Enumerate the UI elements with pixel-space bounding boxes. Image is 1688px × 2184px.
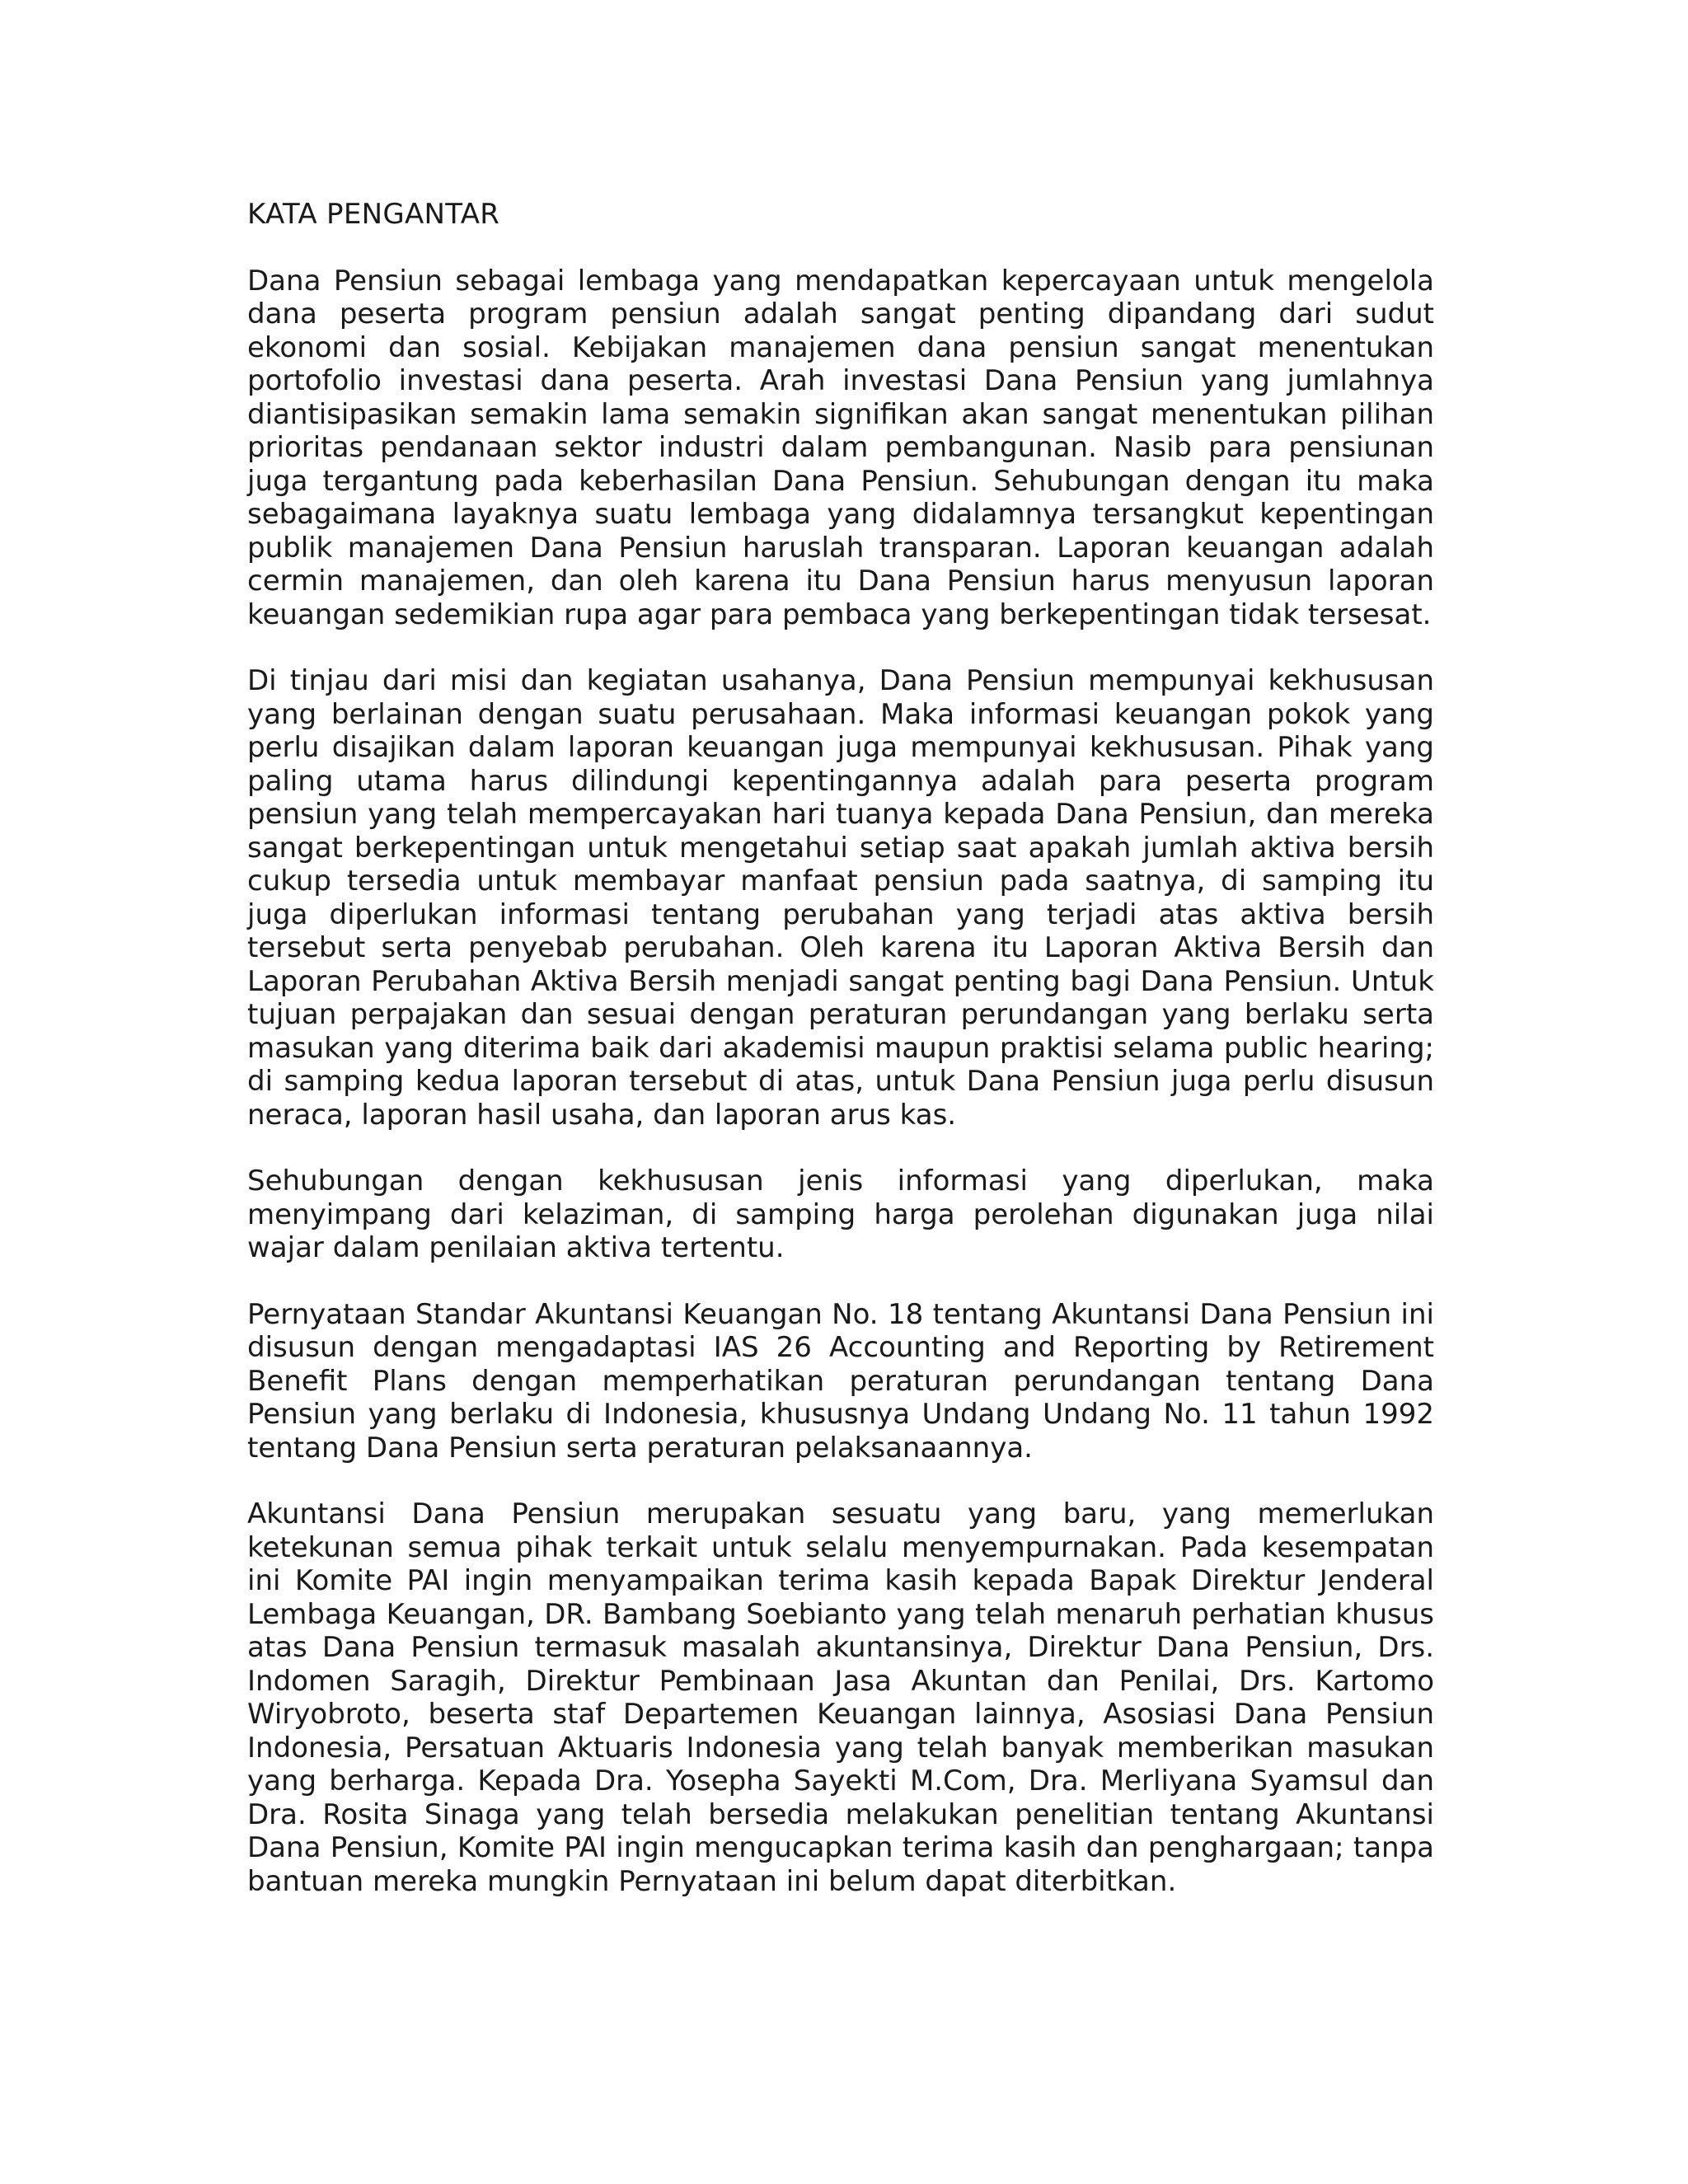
paragraph-1: Dana Pensiun sebagai lembaga yang mendapatkan kepercayaan untuk mengelola dana peserta program pensiun adalah sangat penting dipandang dari sudut ekonomi dan sosial. Kebijakan manajemen dana pensiun sangat menentukan portofolio investasi dana peserta. Arah investasi Dana Pensiun yang jumlahnya diantisipasikan semakin lama semakin signifikan akan sangat menentukan pilihan prioritas pendanaan sektor industri dalam pembangunan. Nasib para pensiunan juga tergantung pada keberhasilan Dana Pensiun. Sehubungan dengan itu maka sebagaimana layaknya suatu lembaga yang didalamnya tersangkut kepentingan publik manajemen Dana Pensiun haruslah transparan. Laporan keuangan adalah cermin manajemen, dan oleh karena itu Dana Pensiun harus menyusun laporan keuangan sedemikian rupa agar para pembaca yang berkepentingan tidak tersesat. [247, 264, 1434, 631]
document-body [247, 198, 1434, 1931]
paragraph-2: Di tinjau dari misi dan kegiatan usahanya, Dana Pensiun mempunyai kekhususan yang berlainan dengan suatu perusahaan. Maka informasi keuangan pokok yang perlu disajikan dalam laporan keuangan juga mempunyai kekhususan. Pihak yang paling utama harus dilindungi kepentingannya adalah para peserta program pensiun yang telah mempercayakan hari tuanya kepada Dana Pensiun, dan mereka sangat berkepentingan untuk mengetahui setiap saat apakah jumlah aktiva bersih cukup tersedia untuk membayar manfaat pensiun pada saatnya, di samping itu juga diperlukan informasi tentang perubahan yang terjadi atas aktiva bersih tersebut serta penyebab perubahan. Oleh karena itu Laporan Aktiva Bersih dan Laporan Perubahan Aktiva Bersih menjadi sangat penting bagi Dana Pensiun. Untuk tujuan perpajakan dan sesuai dengan peraturan perundangan yang berlaku serta masukan yang diterima baik dari akademisi maupun praktisi selama public hearing; di samping kedua laporan tersebut di atas, untuk Dana Pensiun juga perlu disusun neraca, laporan hasil usaha, dan laporan arus kas. [247, 664, 1434, 1132]
paragraph-5: Akuntansi Dana Pensiun merupakan sesuatu yang baru, yang memerlukan ketekunan semua pihak terkait untuk selalu menyempurnakan. Pada kesempatan ini Komite PAI ingin menyampaikan terima kasih kepada Bapak Direktur Jenderal Lembaga Keuangan, DR. Bambang Soebianto yang telah menaruh perhatian khusus atas Dana Pensiun termasuk masalah akuntansinya, Direktur Dana Pensiun, Drs. Indomen Saragih, Direktur Pembinaan Jasa Akuntan dan Penilai, Drs. Kartomo Wiryobroto, beserta staf Departemen Keuangan lainnya, Asosiasi Dana Pensiun Indonesia, Persatuan Aktuaris Indonesia yang telah banyak memberikan masukan yang berharga. Kepada Dra. Yosepha Sayekti M.Com, Dra. Merliyana Syamsul dan Dra. Rosita Sinaga yang telah bersedia melakukan penelitian tentang Akuntansi Dana Pensiun, Komite PAI ingin mengucapkan terima kasih dan penghargaan; tanpa bantuan mereka mungkin Pernyataan ini belum dapat diterbitkan. [247, 1497, 1434, 1898]
document-title: KATA PENGANTAR [247, 198, 500, 231]
paragraph-3: Sehubungan dengan kekhususan jenis informasi yang diperlukan, maka menyimpang dari kelaziman, di samping harga perolehan digunakan juga nilai wajar dalam penilaian aktiva tertentu. [247, 1165, 1434, 1264]
paragraph-4: Pernyataan Standar Akuntansi Keuangan No. 18 tentang Akuntansi Dana Pensiun ini disusun dengan mengadaptasi IAS 26 Accounting and Reporting by Retirement Benefit Plans dengan memperhatikan peraturan perundangan tentang Dana Pensiun yang berlaku di Indonesia, khususnya Undang Undang No. 11 tahun 1992 tentang Dana Pensiun serta peraturan pelaksanaannya. [247, 1297, 1434, 1465]
